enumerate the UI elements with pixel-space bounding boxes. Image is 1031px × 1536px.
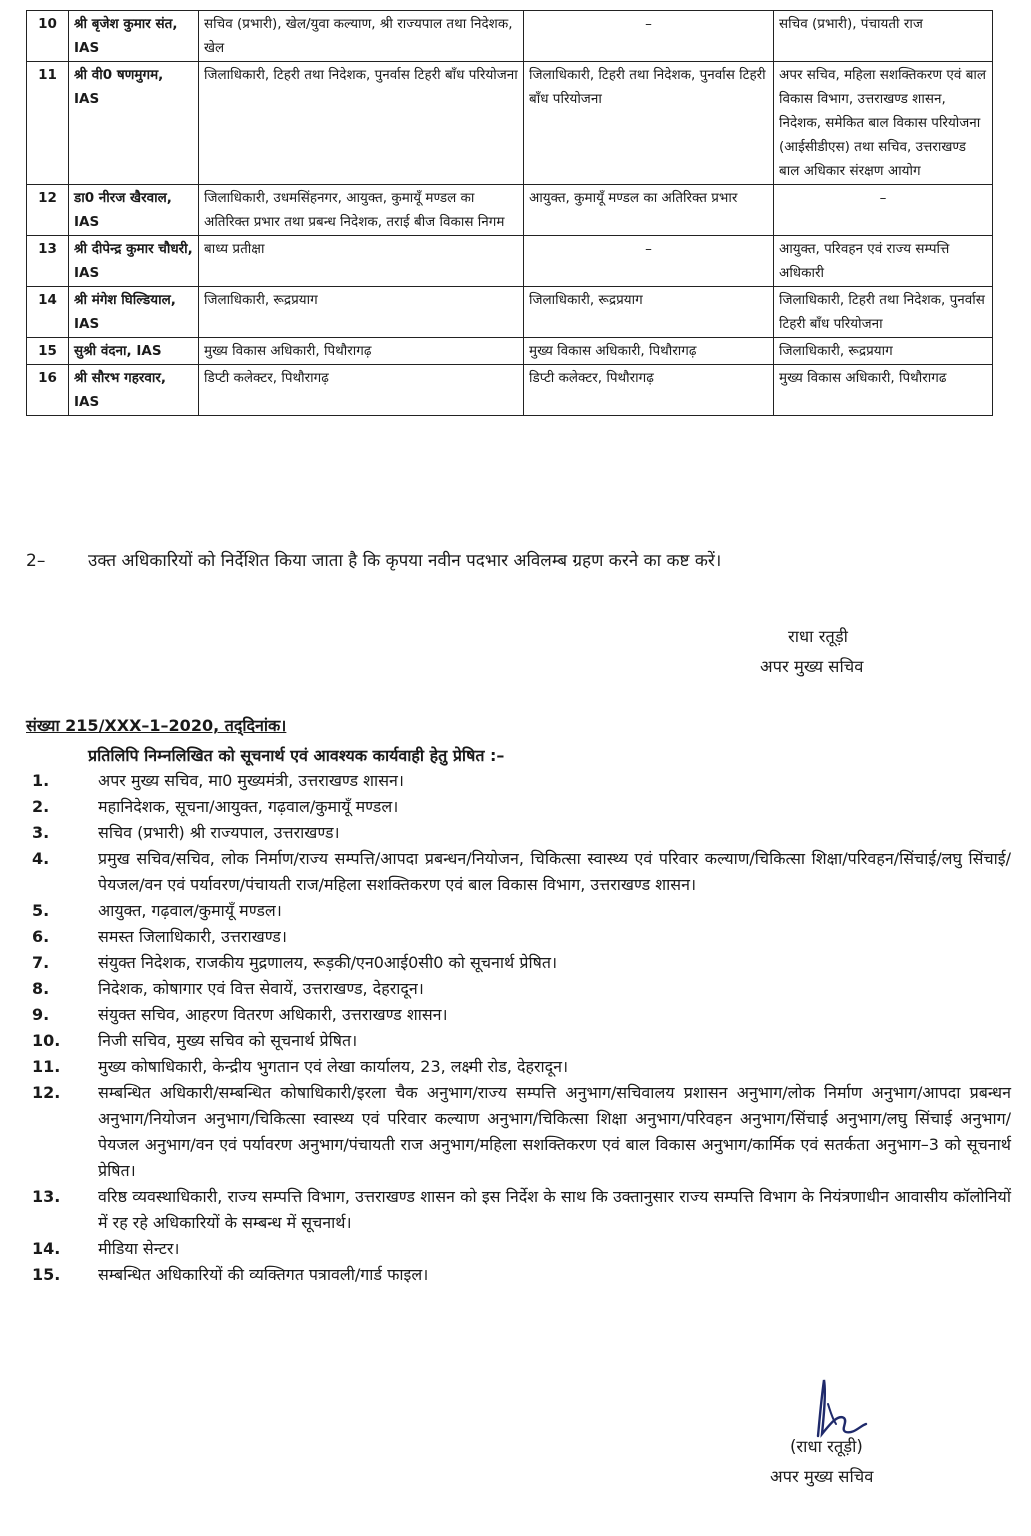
list-item	[26, 1028, 1011, 1054]
signatory-name-2: (राधा रतूड़ी)	[790, 1437, 863, 1456]
table-row	[27, 338, 993, 365]
list-item-text: सचिव (प्रभारी) श्री राज्यपाल, उत्तराखण्ड।	[98, 823, 340, 842]
cell-current-post: मुख्य विकास अधिकारी, पिथौरागढ़	[199, 338, 524, 365]
list-item-text: आयुक्त, गढ़वाल/कुमायूँ मण्डल।	[98, 901, 282, 920]
list-item-text: सम्बन्धित अधिकारियों की व्यक्तिगत पत्रावली/गार्ड फाइल।	[98, 1265, 429, 1284]
list-item-number: 5.	[32, 901, 50, 920]
list-item-text: प्रमुख सचिव/सचिव, लोक निर्माण/राज्य सम्पत्ति/आपदा प्रबन्धन/नियोजन, चिकित्सा स्वास्थ्य एवं परिवार कल्याण/चिकित्सा शिक्षा/परिवहन/सिंचाई/लघु सिंचाई/पेयजल/वन एवं पर्यावरण/पंचायती राज/महिला सशक्तिकरण एवं बाल विकास विभाग, उत्तराखण्ड शासन।	[98, 849, 1011, 894]
cell-current-post: जिलाधिकारी, रूद्रप्रयाग	[199, 287, 524, 338]
list-item	[26, 820, 1011, 846]
signature-block-1	[760, 622, 960, 682]
cell-current-post: सचिव (प्रभारी), खेल/युवा कल्याण, श्री राज्यपाल तथा निदेशक, खेल	[199, 11, 524, 62]
signatory-designation-2: अपर मुख्य सचिव	[770, 1467, 874, 1486]
list-item-text: अपर मुख्य सचिव, मा0 मुख्यमंत्री, उत्तराखण्ड शासन।	[98, 771, 404, 790]
list-item	[26, 976, 1011, 1002]
list-item-text: महानिदेशक, सूचना/आयुक्त, गढ़वाल/कुमायूँ मण्डल।	[98, 797, 399, 816]
table-row	[27, 365, 993, 416]
cell-new-post: अपर सचिव, महिला सशक्तिकरण एवं बाल विकास विभाग, उत्तराखण्ड शासन, निदेशक, समेकित बाल विकास परियोजना (आईसीडीएस) तथा सचिव, उत्तराखण्ड बाल अधिकार संरक्षण आयोग	[774, 62, 993, 185]
cell-new-post: मुख्य विकास अधिकारी, पिथौरागढ	[774, 365, 993, 416]
cell-serial-number: 15	[27, 338, 69, 365]
list-item-number: 9.	[32, 1005, 50, 1024]
list-item	[26, 1080, 1011, 1184]
cell-relieved-post: डिप्टी कलेक्टर, पिथौरागढ़	[524, 365, 774, 416]
list-item-text: समस्त जिलाधिकारी, उत्तराखण्ड।	[98, 927, 287, 946]
table-row	[27, 11, 993, 62]
cell-officer-name: श्री बृजेश कुमार संत, IAS	[69, 11, 199, 62]
list-item	[26, 1262, 1011, 1288]
table-row	[27, 287, 993, 338]
list-item	[26, 846, 1011, 898]
paragraph-number: 2–	[26, 551, 46, 571]
signatory-name: राधा रतूड़ी	[788, 627, 848, 646]
list-item-number: 14.	[32, 1239, 61, 1258]
list-item	[26, 1236, 1011, 1262]
cell-serial-number: 10	[27, 11, 69, 62]
list-item	[26, 1002, 1011, 1028]
cell-relieved-post: मुख्य विकास अधिकारी, पिथौरागढ़	[524, 338, 774, 365]
list-item-number: 13.	[32, 1187, 61, 1206]
cell-current-post: जिलाधिकारी, उधमसिंहनगर, आयुक्त, कुमायूँ मण्डल का अतिरिक्त प्रभार तथा प्रबन्ध निदेशक, तराई बीज विकास निगम	[199, 185, 524, 236]
list-item-text: मुख्य कोषाधिकारी, केन्द्रीय भुगतान एवं लेखा कार्यालय, 23, लक्ष्मी रोड, देहरादून।	[98, 1057, 569, 1076]
list-item-text: वरिष्ठ व्यवस्थाधिकारी, राज्य सम्पत्ति विभाग, उत्तराखण्ड शासन को इस निर्देश के साथ कि उक्तानुसार राज्य सम्पत्ति विभाग के नियंत्रणाधीन आवासीय कॉलोनियों में रह रहे अधिकारियों के सम्बन्ध में सूचनार्थ।	[98, 1187, 1011, 1232]
list-item-number: 8.	[32, 979, 50, 998]
cell-current-post: जिलाधिकारी, टिहरी तथा निदेशक, पुनर्वास टिहरी बाँध परियोजना	[199, 62, 524, 185]
list-item-number: 1.	[32, 771, 50, 790]
list-item	[26, 950, 1011, 976]
cell-relieved-post: जिलाधिकारी, रूद्रप्रयाग	[524, 287, 774, 338]
table-row	[27, 62, 993, 185]
list-item-number: 4.	[32, 849, 50, 868]
table-row	[27, 185, 993, 236]
copy-intro: प्रतिलिपि निम्नलिखित को सूचनार्थ एवं आवश्यक कार्यवाही हेतु प्रेषित :–	[88, 746, 505, 765]
cell-current-post: बाध्य प्रतीक्षा	[199, 236, 524, 287]
list-item-number: 3.	[32, 823, 50, 842]
list-item-text: संयुक्त सचिव, आहरण वितरण अधिकारी, उत्तराखण्ड शासन।	[98, 1005, 448, 1024]
cell-serial-number: 14	[27, 287, 69, 338]
reference-number: संख्या 215/XXX–1–2020, तद्‌दिनांक।	[26, 716, 287, 735]
cell-relieved-post: –	[524, 11, 774, 62]
list-item-text: सम्बन्धित अधिकारी/सम्बन्धित कोषाधिकारी/इरला चैक अनुभाग/राज्य सम्पत्ति अनुभाग/सचिवालय प्रशासन अनुभाग/लोक निर्माण अनुभाग/आपदा प्रबन्धन अनुभाग/नियोजन अनुभाग/चिकित्सा स्वास्थ्य एवं परिवार कल्याण अनुभाग/चिकित्सा शिक्षा अनुभाग/परिवहन अनुभाग/सिंचाई अनुभाग/लघु सिंचाई अनुभाग/पेयजल अनुभाग/वन एवं पर्यावरण अनुभाग/पंचायती राज अनुभाग/महिला सशक्तिकरण एवं बाल विकास अनुभाग/कार्मिक एवं सतर्कता अनुभाग–3 को सूचनार्थ प्रेषित।	[98, 1083, 1011, 1180]
list-item	[26, 898, 1011, 924]
cell-new-post: जिलाधिकारी, रूद्रप्रयाग	[774, 338, 993, 365]
cell-relieved-post: आयुक्त, कुमायूँ मण्डल का अतिरिक्त प्रभार	[524, 185, 774, 236]
list-item-number: 10.	[32, 1031, 61, 1050]
cell-officer-name: सुश्री वंदना, IAS	[69, 338, 199, 365]
cell-officer-name: श्री वी0 षणमुगम, IAS	[69, 62, 199, 185]
copy-list	[26, 768, 1011, 1288]
posting-table-body	[27, 11, 993, 416]
cell-officer-name: श्री दीपेन्द्र कुमार चौधरी, IAS	[69, 236, 199, 287]
list-item-text: संयुक्त निदेशक, राजकीय मुद्रणालय, रूड़की/एन0आई0सी0 को सूचनार्थ प्रेषित।	[98, 953, 558, 972]
list-item	[26, 1184, 1011, 1236]
list-item-number: 11.	[32, 1057, 61, 1076]
signatory-designation: अपर मुख्य सचिव	[760, 657, 864, 676]
cell-serial-number: 13	[27, 236, 69, 287]
cell-new-post: सचिव (प्रभारी), पंचायती राज	[774, 11, 993, 62]
cell-serial-number: 11	[27, 62, 69, 185]
cell-officer-name: श्री मंगेश घिल्डियाल, IAS	[69, 287, 199, 338]
cell-serial-number: 12	[27, 185, 69, 236]
cell-new-post: –	[774, 185, 993, 236]
signature-block-2	[770, 1432, 990, 1492]
cell-current-post: डिप्टी कलेक्टर, पिथौरागढ़	[199, 365, 524, 416]
cell-relieved-post: जिलाधिकारी, टिहरी तथा निदेशक, पुनर्वास टिहरी बाँध परियोजना	[524, 62, 774, 185]
cell-new-post: आयुक्त, परिवहन एवं राज्य सम्पत्ति अधिकारी	[774, 236, 993, 287]
posting-table	[26, 10, 993, 416]
cell-relieved-post: –	[524, 236, 774, 287]
list-item	[26, 1054, 1011, 1080]
list-item-number: 6.	[32, 927, 50, 946]
list-item	[26, 794, 1011, 820]
cell-officer-name: डा0 नीरज खैरवाल, IAS	[69, 185, 199, 236]
list-item	[26, 924, 1011, 950]
list-item-text: मीडिया सेन्टर।	[98, 1239, 180, 1258]
list-item-text: निजी सचिव, मुख्य सचिव को सूचनार्थ प्रेषित।	[98, 1031, 358, 1050]
list-item-number: 7.	[32, 953, 50, 972]
cell-officer-name: श्री सौरभ गहरवार, IAS	[69, 365, 199, 416]
list-item-text: निदेशक, कोषागार एवं वित्त सेवायें, उत्तराखण्ड, देहरादून।	[98, 979, 424, 998]
list-item-number: 12.	[32, 1083, 61, 1102]
cell-new-post: जिलाधिकारी, टिहरी तथा निदेशक, पुनर्वास टिहरी बाँध परियोजना	[774, 287, 993, 338]
list-item	[26, 768, 1011, 794]
list-item-number: 2.	[32, 797, 50, 816]
table-row	[27, 236, 993, 287]
cell-serial-number: 16	[27, 365, 69, 416]
list-item-number: 15.	[32, 1265, 61, 1284]
paragraph-text: उक्त अधिकारियों को निर्देशित किया जाता है कि कृपया नवीन पदभार अविलम्ब ग्रहण करने का कष्ट करें।	[88, 551, 722, 571]
